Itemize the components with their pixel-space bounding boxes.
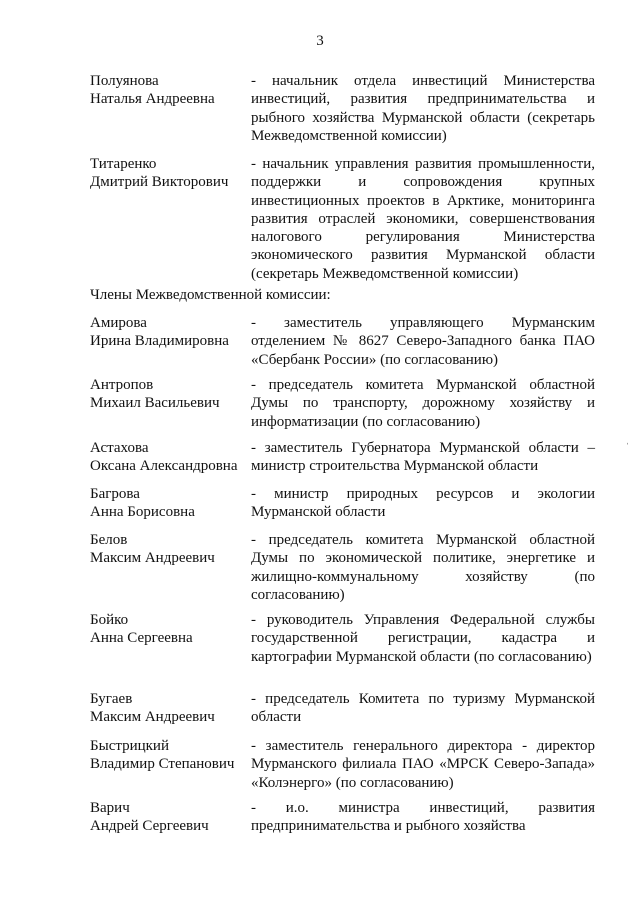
person-position: - председатель Комитета по туризму Мурманской области bbox=[251, 691, 595, 726]
surname: Бойко bbox=[90, 612, 129, 628]
person-name bbox=[90, 376, 250, 413]
given-name: Анна Сергеевна bbox=[90, 630, 193, 647]
surname: Быстрицкий bbox=[90, 738, 169, 754]
person-position: - начальник отдела инвестиций Министерства инвестиций, развития предпринимательства и рыбного хозяйства Мурманской области (секретарь Межведомственной комиссии) bbox=[251, 73, 595, 144]
given-name: Анна Борисовна bbox=[90, 504, 195, 521]
surname: Антропов bbox=[90, 377, 154, 393]
surname: Варич bbox=[90, 800, 130, 816]
surname: Астахова bbox=[90, 440, 149, 456]
person-position: - председатель комитета Мурманской областной Думы по транспорту, дорожному хозяйству и информатизации (по согласованию) bbox=[251, 377, 595, 430]
person-position: - заместитель Губернатора Мурманской области – министр строительства Мурманской области bbox=[251, 440, 595, 475]
given-name: Ирина Владимировна bbox=[90, 333, 229, 350]
person-position: - председатель комитета Мурманской областной Думы по экономической политике, энергетике и жилищно-коммунальному хозяйству (по согласованию) bbox=[251, 532, 595, 603]
surname: Титаренко bbox=[90, 156, 157, 172]
surname: Амирова bbox=[90, 315, 147, 331]
person-position: - и.о. министра инвестиций, развития предпринимательства и рыбного хозяйства bbox=[251, 800, 595, 835]
person-position: - заместитель управляющего Мурманским отделением № 8627 Северо-Западного банка ПАО «Сбербанк России» (по согласованию) bbox=[251, 315, 595, 368]
person-position: - начальник управления развития промышленности, поддержки и сопровождения крупных инвестиционных проектов в Арктике, мониторинга развития отраслей экономики, совершенствования налогового регулирования Министерства экономического развития Мурманской области (секретарь Межведомственной комиссии) bbox=[251, 156, 595, 282]
surname: Белов bbox=[90, 532, 128, 548]
person-position: - министр природных ресурсов и экологии Мурманской области bbox=[251, 486, 595, 521]
person-name bbox=[90, 690, 250, 727]
person-name bbox=[90, 485, 250, 522]
surname: Бугаев bbox=[90, 691, 133, 707]
given-name: Андрей Сергеевич bbox=[90, 818, 209, 835]
person-name bbox=[90, 72, 250, 109]
person-position: - заместитель генерального директора - директор Мурманского филиала ПАО «МРСК Северо-Запада» «Колэнерго» (по согласованию) bbox=[251, 738, 595, 791]
person-name bbox=[90, 439, 250, 476]
person-name bbox=[90, 799, 250, 836]
given-name: Владимир Степанович bbox=[90, 756, 235, 773]
given-name: Дмитрий Викторович bbox=[90, 174, 229, 191]
given-name: Михаил Васильевич bbox=[90, 395, 220, 412]
person-name bbox=[90, 737, 250, 774]
page-number: 3 bbox=[316, 33, 324, 49]
given-name: Максим Андреевич bbox=[90, 550, 215, 567]
person-name bbox=[90, 531, 250, 568]
surname: Полуянова bbox=[90, 73, 159, 89]
surname: Багрова bbox=[90, 486, 140, 502]
person-name bbox=[90, 155, 250, 192]
given-name: Наталья Андреевна bbox=[90, 91, 215, 108]
person-name bbox=[90, 314, 250, 351]
person-position: - руководитель Управления Федеральной службы государственной регистрации, кадастра и картографии Мурманской области (по согласованию) bbox=[251, 612, 595, 665]
given-name: Оксана Александровна bbox=[90, 458, 238, 475]
person-name bbox=[90, 611, 250, 648]
given-name: Максим Андреевич bbox=[90, 709, 215, 726]
scan-artifact-mark: ˈ bbox=[626, 442, 630, 453]
section-heading: Члены Межведомственной комиссии: bbox=[90, 287, 331, 303]
